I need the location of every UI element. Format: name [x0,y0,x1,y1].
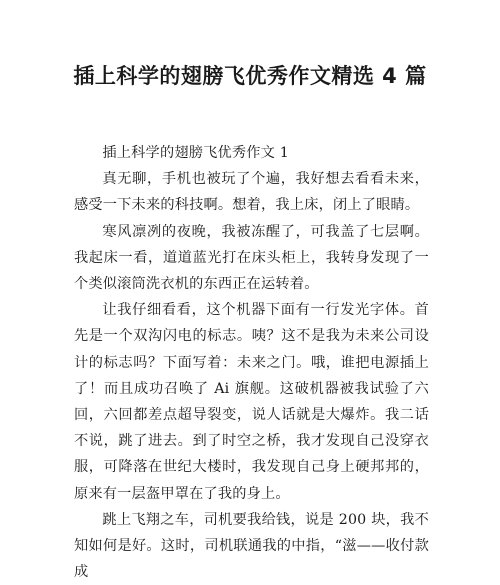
paragraph-3: 让我仔细看看，这个机器下面有一行发光字体。首先是一个双沟闪电的标志。咦？这不是我为未来公司设计的标志吗？下面写着：未来之门。哦，谁把电源插上了！而且成功召唤了 Ai 旗舰。这破机器被我试验了六回，六回都差点超导裂变，说人话就是大爆炸。我二话不说，跳了进去。到了时空之桥，我才发现自己没穿衣服，可降落在世纪大楼时，我发现自己身上硬邦邦的，原来有一层盔甲罩在了我的身上。 [74,302,429,502]
paragraph-4: 跳上飞翔之车，司机要我给钱，说是 200 块，我不知如何是好。这时，司机联通我的中指，“滋——收付款成 [74,511,429,581]
document-body [74,140,429,585]
paragraph-1: 真无聊，手机也被玩了个遍，我好想去看看未来，感受一下未来的科技啊。想着，我上床，闭上了眼睛。 [74,171,429,214]
paragraph-2: 寒风凛冽的夜晚，我被冻醒了，可我盖了七层啊。我起床一看，道道蓝光打在床头柜上，我转身发现了一个类似滚筒洗衣机的东西正在运转着。 [74,223,429,293]
essay-subtitle: 插上科学的翅膀飞优秀作文 1 [102,145,289,161]
document-title: 插上科学的翅膀飞优秀作文精选 4 篇 [73,64,427,88]
